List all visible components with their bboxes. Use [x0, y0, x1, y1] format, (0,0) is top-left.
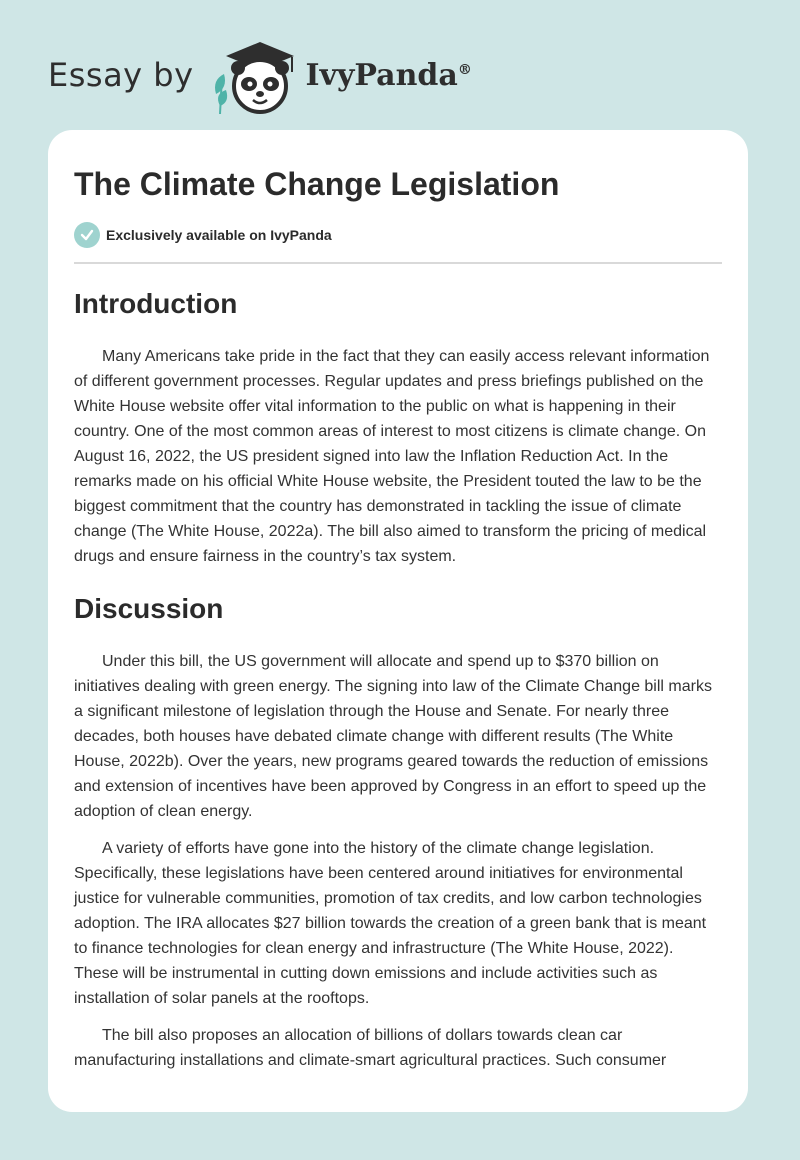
essay-title: The Climate Change Legislation [74, 166, 560, 202]
section-heading-discussion: Discussion [74, 593, 224, 624]
exclusive-badge [74, 222, 722, 264]
paragraph: A variety of efforts have gone into the history of the climate change legislation. Specifically, these legislations have been centered around initiatives for environmental justice for vulnerable communities, promotion of tax credits, and low carbon technologies adoption. The IRA allocates $27 billion towards the creation of a green bank that is meant to finance technologies for clean energy and infrastructure (The White House, 2022). These will be instrumental in cutting down emissions and include activities such as installation of solar panels at the rooftops. [74, 840, 707, 1007]
registered-mark: ® [457, 61, 472, 78]
essay-by-label: Essay by [48, 56, 194, 94]
paragraph: Many Americans take pride in the fact that they can easily access relevant information of different government processes. Regular updates and press briefings published on the White House website offer vital information to the public on what is happening in their country. One of the most common areas of interest to most citizens is climate change. On August 16, 2022, the US president signed into law the Inflation Reduction Act. In the remarks made on his official White House website, the President touted the law to be the biggest commitment that the country has demonstrated in tackling the issue of climate change (The White House, 2022a). The bill also aimed to transform the pricing of medical drugs and ensure fairness in the country’s tax system. [74, 348, 710, 565]
panda-graduate-icon[interactable] [208, 32, 300, 118]
brand-text: IvyPanda [305, 57, 458, 93]
section-heading-introduction: Introduction [74, 288, 238, 319]
site-header [48, 30, 472, 120]
paragraph: The bill also proposes an allocation of billions of dollars towards clean car manufacturing installations and climate-smart agricultural practices. Such consumer [74, 1027, 667, 1069]
brand-name[interactable] [306, 58, 472, 93]
check-circle-icon [74, 222, 100, 248]
paragraph: Under this bill, the US government will allocate and spend up to $370 billion on initiatives dealing with green energy. The signing into law of the Climate Change bill marks a significant milestone of legislation through the House and Senate. For nearly three decades, both houses have debated climate change with different results (The White House, 2022b). Over the years, new programs geared towards the reduction of emissions and extension of incentives have been approved by Congress in an effort to speed up the adoption of clean energy. [74, 653, 712, 820]
essay-card [48, 130, 748, 1112]
badge-label: Exclusively available on IvyPanda [106, 227, 332, 243]
